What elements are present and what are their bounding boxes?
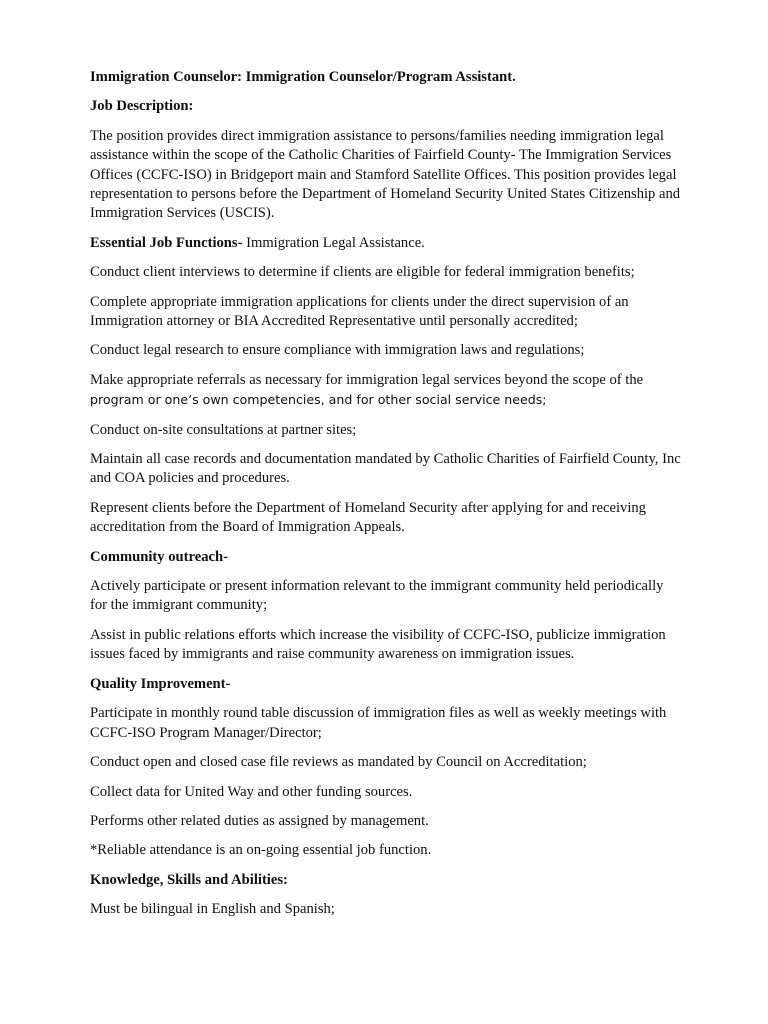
- essential-functions-label: Essential Job Functions-: [90, 234, 243, 251]
- essential-item: Conduct legal research to ensure compliance with immigration laws and regulations;: [90, 342, 585, 359]
- essential-item: Represent clients before the Department of Homeland Security after applying for and receiving accreditation from the Board of Immigration Appeals.: [90, 499, 646, 536]
- essential-item: Complete appropriate immigration applications for clients under the direct supervision of an Immigration attorney or BIA Accredited Representative until personally accredited;: [90, 293, 629, 329]
- community-outreach-heading: Community outreach-: [90, 548, 228, 565]
- referrals-item: [90, 371, 682, 411]
- quality-item: Participate in monthly round table discussion of immigration files as well as weekly meetings with CCFC-ISO Program Manager/Director;: [90, 705, 667, 741]
- document-title: Immigration Counselor: Immigration Counselor/Program Assistant.: [90, 69, 516, 85]
- quality-item: *Reliable attendance is an on-going essential job function.: [90, 842, 432, 859]
- community-item: Actively participate or present information relevant to the immigrant community held periodically for the immigrant community;: [90, 578, 664, 614]
- quality-item: Conduct open and closed case file reviews as mandated by Council on Accreditation;: [90, 754, 587, 771]
- quality-improvement-heading: Quality Improvement-: [90, 675, 231, 692]
- essential-functions-text: Immigration Legal Assistance.: [242, 234, 425, 251]
- essential-item: Conduct on-site consultations at partner sites;: [90, 421, 357, 438]
- essential-functions-paragraph: [90, 234, 682, 253]
- essential-item: Maintain all case records and documentation mandated by Catholic Charities of Fairfield County, Inc and COA policies and procedures.: [90, 451, 681, 487]
- quality-item: Performs other related duties as assigned by management.: [90, 812, 429, 829]
- job-description-heading: Job Description:: [90, 98, 194, 115]
- document-body: [90, 68, 682, 930]
- referrals-line-1: Make appropriate referrals as necessary for immigration legal services beyond the scope of the: [90, 371, 644, 388]
- community-item: Assist in public relations efforts which increase the visibility of CCFC-ISO, publicize immigration issues faced by immigrants and raise community awareness on immigration issues.: [90, 626, 666, 663]
- ksa-item: Must be bilingual in English and Spanish;: [90, 901, 335, 918]
- quality-item: Collect data for United Way and other funding sources.: [90, 783, 413, 800]
- referrals-line-2: program or one’s own competencies, and for other social service needs;: [90, 392, 547, 408]
- essential-item: Conduct client interviews to determine if clients are eligible for federal immigration benefits;: [90, 264, 635, 281]
- ksa-heading: Knowledge, Skills and Abilities:: [90, 871, 288, 888]
- job-description-paragraph: The position provides direct immigration assistance to persons/families needing immigration legal assistance within the scope of the Catholic Charities of Fairfield County- The Immigration Services Offices (CCFC-ISO) in Bridgeport main and Stamford Satellite Offices. This position provides legal representation to persons before the Department of Homeland Security United States Citizenship and Immigration Services (USCIS).: [90, 127, 681, 222]
